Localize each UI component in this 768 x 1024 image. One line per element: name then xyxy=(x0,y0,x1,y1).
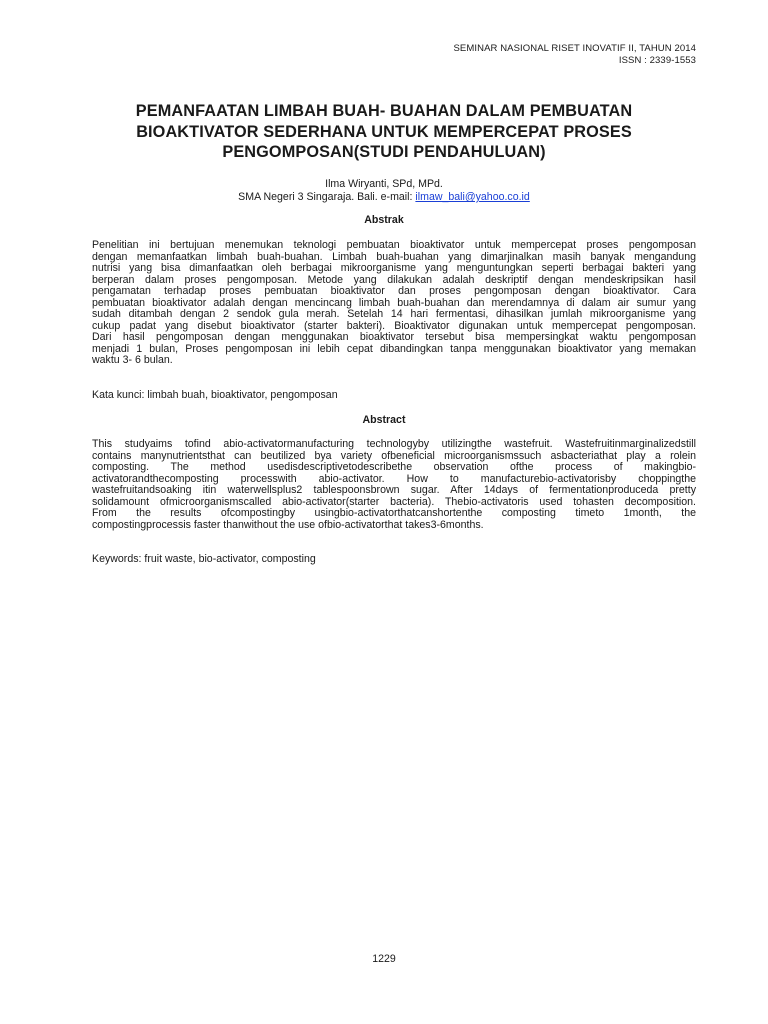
paragraph-line: nutrisi yang bisa dimanfaatkan oleh berbagai mikroorganisme yang menguntungkan seperti berbagai bakteri yang xyxy=(92,263,696,274)
paragraph-line: pembuatan bioaktivator adalah dengan mencincang limbah buah-buahan dan merendamnya di dalam air sumur yang xyxy=(92,297,696,309)
author-affiliation xyxy=(92,191,676,204)
title-line: BIOAKTIVATOR SEDERHANA UNTUK MEMPERCEPAT PROSES xyxy=(136,122,632,141)
paragraph-line: compostingprocessis faster thanwithout the use ofbio-activatorthat takes3-6months. xyxy=(92,519,484,531)
kata-kunci: Kata kunci: limbah buah, bioaktivator, pengomposan xyxy=(92,389,338,401)
page-number: 1229 xyxy=(372,953,396,965)
paragraph-line: wastefruitandsoaking itin waterwellsplus2 tablespoonsbrown sugar. After 14days of fermentationproduceda pretty xyxy=(92,485,696,496)
paragraph-line: activatorandthecomposting processwith abio-activator. How to manufacturebio-activatorisby choppingthe xyxy=(92,473,696,485)
paragraph-line: contains manynutrientsthat can beutilized bya variety ofbeneficial microorganismssuch asbacteriathat play a rolein xyxy=(92,450,696,462)
abstract-paragraph xyxy=(92,439,696,531)
paragraph-line: Dari hasil pengomposan dengan menggunakan bioaktivator tersebut bisa mempersingkat waktu pengomposan xyxy=(92,332,696,343)
issn: ISSN : 2339-1553 xyxy=(618,55,696,66)
paragraph-line: composting. The method usedisdescriptivetodescribethe observation ofthe process of makingbio- xyxy=(92,462,696,473)
abstract-heading: Abstract xyxy=(362,414,406,426)
title-line: PENGOMPOSAN(STUDI PENDAHULUAN) xyxy=(222,143,546,161)
paragraph-line: Penelitian ini bertujuan menemukan teknologi pembuatan bioaktivator untuk mempercepat proses pengomposan xyxy=(92,240,696,251)
abstrak-paragraph xyxy=(92,240,696,367)
paragraph-line: This studyaims tofind abio-activatormanufacturing technologyby utilizingthe wastefruit. Wastefruitinmarginalizedstill xyxy=(92,439,696,450)
paragraph-line: sudah ditambah dengan 2 sendok gula merah. Setelah 14 hari fermentasi, dihasilkan jumlah mikroorganisme yang xyxy=(92,309,696,320)
paragraph-line: waktu 3- 6 bulan. xyxy=(92,355,173,366)
paragraph-line: pengamatan terhadap proses pembuatan bioaktivator dan proses pengomposan dengan bioaktivator. Cara xyxy=(92,286,696,297)
running-header xyxy=(453,43,696,67)
paragraph-line: cukup padat yang disebut bioaktivator (starter bakteri). Bioaktivator digunakan untuk mempercepat pengomposan. xyxy=(92,320,696,332)
keywords: Keywords: fruit waste, bio-activator, composting xyxy=(92,553,316,565)
paragraph-line: berperan dalam proses pengomposan. Metode yang dilakukan adalah deskriptif dengan mendeskripsikan hasil xyxy=(92,274,696,286)
abstrak-heading: Abstrak xyxy=(364,214,404,226)
paper-title xyxy=(92,101,676,163)
affiliation-text: SMA Negeri 3 Singaraja. Bali. e-mail: xyxy=(238,191,416,203)
author-name: Ilma Wiryanti, SPd, MPd. xyxy=(325,178,443,190)
conference-name: SEMINAR NASIONAL RISET INOVATIF II, TAHUN 2014 xyxy=(453,43,696,54)
paragraph-line: From the results ofcompostingby usingbio-activatorthatcanshortenthe composting timeto 1month, the xyxy=(92,508,696,519)
paragraph-line: dengan memanfaatkan limbah buah-buahan. Limbah buah-buahan yang dimarjinalkan masih banyak mengandung xyxy=(92,251,696,263)
title-line: PEMANFAATAN LIMBAH BUAH- BUAHAN DALAM PEMBUATAN xyxy=(135,102,633,120)
paragraph-line: solidamount ofmicroorganismscalled abio-activator(starter bacteria). Thebio-activatoris used tohasten decomposition. xyxy=(92,496,696,508)
email-link[interactable]: ilmaw_bali@yahoo.co.id xyxy=(415,191,530,203)
paragraph-line: menjadi 1 bulan, Proses pengomposan ini lebih cepat dibandingkan tanpa menggunakan bioaktivator yang memakan xyxy=(92,343,696,355)
author-block xyxy=(92,178,676,204)
